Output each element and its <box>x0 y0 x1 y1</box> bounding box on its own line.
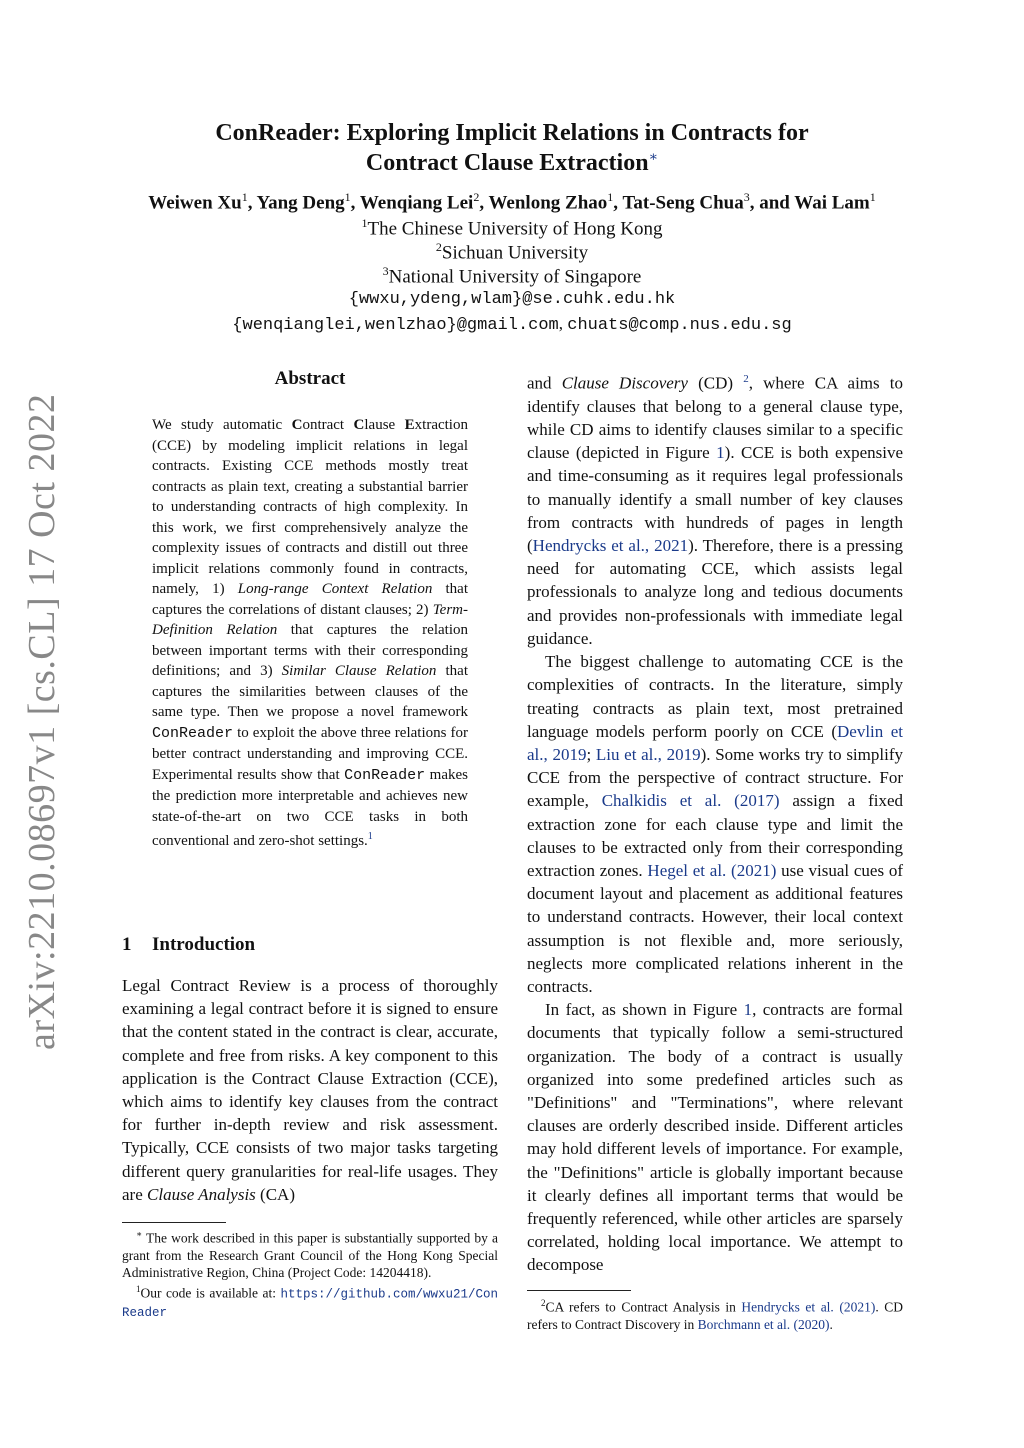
affiliation-2: $^2$Sichuan University <box>435 240 589 264</box>
abstract-heading: Abstract <box>274 368 346 389</box>
paragraph-ca-cd: and Clause Discovery (CD) $^2$, where CA aims to identify clauses that belong to a general clause type, while CD aims to identify clauses similar to a specific clause (depicted in Figure 1). CCE is both expensive and time-consuming as it requires legal professionals to manually identify a small number of key clauses from contracts with hundreds of pages in length (Hendrycks et al., 2021). Therefore, there is a pressing need for automating CCE, which assists legal professionals to analyze long and tedious documents and provides non-professionals with immediate legal guidance. <box>527 373 904 648</box>
paragraph-structure: In fact, as shown in Figure 1, contracts are formal documents that typically follow a semi-structured organization. The body of a contract is usually organized into some predefined articles such as "Definitions" and "Terminations", where relevant clauses are orderly described inside. Different articles may hold different levels of importance. For example, the "Definitions" article is globally important because it clearly defines all important terms that would be frequently referenced, while other articles are sparsely correlated, holding local importance. We attempt to decompose <box>527 1000 903 1275</box>
citation-link[interactable]: Hegel et al. (2021) <box>647 860 777 880</box>
right-column-text <box>527 368 903 1277</box>
citation-link[interactable]: Liu et al., 2019 <box>595 744 701 764</box>
figure-link[interactable]: 1 <box>716 443 725 463</box>
introduction-paragraph: Legal Contract Review is a process of thoroughly examining a legal contract before it is signed to ensure that the content stated in the contract is clear, accurate, complete and free from risks. A key component to this application is the Contract Clause Extraction (CCE), which aims to identify key clauses from the contract for further in-depth review and risk assessment. Typically, CCE consists of two major tasks targeting different query granularities for real-life usages. They are Clause Analysis (CA) <box>122 976 498 1204</box>
citation-link[interactable]: Hendrycks et al. (2021) <box>741 1299 876 1315</box>
section-heading-introduction: 1 Introduction <box>122 934 256 955</box>
citation-link[interactable]: Borchmann et al. (2020) <box>697 1316 830 1332</box>
title-footnote-mark[interactable]: ∗ <box>648 150 659 165</box>
paragraph-challenge: The biggest challenge to automating CCE is the complexities of contracts. In the literature, simply treating contracts as plain text, most pretrained language models perform poorly on CCE (Devlin et al., 2019; Liu et al., 2019). Some works try to simplify CCE from the perspective of contract structure. For example, Chalkidis et al. (2017) assign a fixed extraction zone for each clause type and limit the clauses to be extracted only from their corresponding extraction zones. Hegel et al. (2021) use visual cues of document layout and placement as additional features to understand contracts. However, their local context assumption is not flexible and, more seriously, neglects more complicated relations inherent in the contracts. <box>527 652 903 996</box>
author-emails-2: {wenqianglei,wenlzhao}@gmail.com, chuats@comp.nus.edu.sg <box>232 314 792 335</box>
footnote-ca-cd: $^2$CA refers to Contract Analysis in Hendrycks et al. (2021). CD refers to Contract Discovery in Borchmann et al. (2020). <box>527 1298 903 1332</box>
footnote-link-2[interactable]: 2 <box>743 373 749 385</box>
paper-title-line-1: ConReader: Exploring Implicit Relations in Contracts for <box>215 120 809 146</box>
footnote-code: $^1$Our code is available at: https://github.com/wwxu21/ConReader <box>122 1283 498 1320</box>
author-emails-1: {wwxu,ydeng,wlam}@se.cuhk.edu.hk <box>348 290 676 309</box>
arxiv-side-stamp: arXiv:2210.08697v1 [cs.CL] 17 Oct 2022 <box>21 393 63 1050</box>
paper-title-line-2: Contract Clause Extraction∗ <box>365 150 659 176</box>
citation-link[interactable]: Chalkidis et al. (2017) <box>601 791 780 811</box>
affiliation-1: $^1$The Chinese University of Hong Kong <box>361 216 663 240</box>
abstract-footnote-link[interactable]: 1 <box>367 831 373 842</box>
affiliation-3: $^3$National University of Singapore <box>382 264 642 288</box>
figure-link[interactable]: 1 <box>743 1000 753 1020</box>
footnotes-left <box>122 1226 498 1322</box>
author-list: Weiwen Xu$^1$, Yang Deng$^1$, Wenqiang Lei$^2$, Wenlong Zhao$^1$, Tat-Seng Chua$^3$, and Wai Lam$^1$ <box>148 190 876 214</box>
code-link[interactable]: https://github.com/wwxu21/ConReader <box>122 1287 498 1320</box>
citation-link[interactable]: Hendrycks et al., 2021 <box>532 536 689 556</box>
abstract-text: We study automatic Contract Clause Extraction (CCE) by modeling implicit relations in legal contracts. Existing CCE methods mostly treat contracts as plain text, creating a substantial barrier to understanding contracts of high complexity. In this work, we first comprehensively analyze the complexity issues of contracts and distill out three implicit relations commonly found in contracts, namely, 1) Long-range Context Relation that captures the correlations of distant clauses; 2) Term-Definition Relation that captures the relation between important terms with their corresponding definitions; and 3) Similar Clause Relation that captures the similarities between clauses of the same type. Then we propose a novel framework ConReader to exploit the above three relations for better contract understanding and improving CCE. Experimental results show that ConReader makes the prediction more interpretable and achieves new state-of-the-art on two CCE tasks in both conventional and zero-shot settings.$^1$ <box>152 417 469 849</box>
citation-link[interactable]: Devlin et al., 2019 <box>527 721 903 764</box>
footnote-funding: ∗ The work described in this paper is substantially supported by a grant from the Research Grant Council of the Hong Kong Special Administrative Region, China (Project Code: 14204418). <box>122 1229 498 1280</box>
footnote-rule-left <box>122 1222 226 1223</box>
footnote-rule-right <box>527 1290 631 1291</box>
